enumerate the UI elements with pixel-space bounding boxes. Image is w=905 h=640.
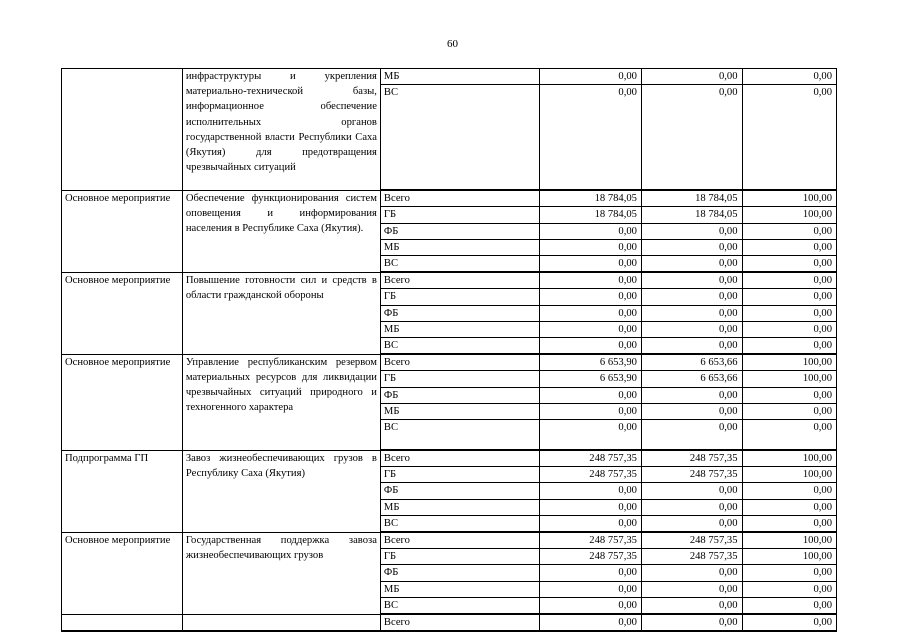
percent-cell: 0,00 [742, 387, 837, 403]
percent-cell: 0,00 [742, 515, 837, 532]
description-cell: Управление республиканским резервом материальных ресурсов для ликвидации чрезвычайных ситуаций природного и техногенного характера [182, 354, 380, 450]
table-row [62, 354, 837, 371]
fact-value-cell: 0,00 [641, 614, 742, 631]
percent-cell: 0,00 [742, 565, 837, 581]
fact-value-cell: 0,00 [641, 420, 742, 451]
category-cell: Основное мероприятие [62, 532, 183, 614]
fund-cell: ГБ [380, 549, 539, 565]
fund-cell: ФБ [380, 223, 539, 239]
fact-value-cell: 6 653,66 [641, 354, 742, 371]
fund-cell: ФБ [380, 305, 539, 321]
plan-value-cell: 18 784,05 [540, 190, 642, 207]
percent-cell: 0,00 [742, 305, 837, 321]
category-cell [62, 69, 183, 191]
fund-cell: МБ [380, 69, 539, 85]
percent-cell: 0,00 [742, 85, 837, 191]
category-cell: Основное мероприятие [62, 354, 183, 450]
percent-cell: 100,00 [742, 467, 837, 483]
fact-value-cell: 0,00 [641, 85, 742, 191]
table-row [62, 190, 837, 207]
percent-cell: 100,00 [742, 207, 837, 223]
fund-cell: ГБ [380, 289, 539, 305]
plan-value-cell: 18 784,05 [540, 207, 642, 223]
budget-table [61, 68, 837, 632]
fund-cell: ВС [380, 515, 539, 532]
percent-cell: 0,00 [742, 239, 837, 255]
fact-value-cell: 0,00 [641, 597, 742, 614]
fact-value-cell: 0,00 [641, 321, 742, 337]
plan-value-cell: 0,00 [540, 499, 642, 515]
description-cell: Обеспечение функционирования систем оповещения и информирования населения в Республике Саха (Якутия). [182, 190, 380, 272]
fund-cell: МБ [380, 403, 539, 419]
fact-value-cell: 0,00 [641, 565, 742, 581]
category-cell: Основное мероприятие [62, 272, 183, 354]
fund-cell: ГБ [380, 371, 539, 387]
fund-cell: Всего [380, 354, 539, 371]
fact-value-cell: 0,00 [641, 403, 742, 419]
description-cell [182, 614, 380, 631]
page-number: 60 [447, 38, 458, 50]
fact-value-cell: 248 757,35 [641, 549, 742, 565]
fact-value-cell: 0,00 [641, 387, 742, 403]
fact-value-cell: 18 784,05 [641, 190, 742, 207]
percent-cell: 0,00 [742, 272, 837, 289]
description-cell: Завоз жизнеобеспечивающих грузов в Республику Саха (Якутия) [182, 450, 380, 532]
percent-cell: 0,00 [742, 581, 837, 597]
fact-value-cell: 0,00 [641, 305, 742, 321]
description-cell: инфраструктуры и укрепления материально-технической базы, информационное обеспечение исполнительных органов государственной власти Республики Саха (Якутия) для предотвращения чрезвычайных ситуаций [182, 69, 380, 191]
fact-value-cell: 0,00 [641, 499, 742, 515]
fact-value-cell: 0,00 [641, 256, 742, 273]
percent-cell: 0,00 [742, 321, 837, 337]
plan-value-cell: 0,00 [540, 69, 642, 85]
fund-cell: МБ [380, 581, 539, 597]
percent-cell: 0,00 [742, 499, 837, 515]
percent-cell: 0,00 [742, 69, 837, 85]
plan-value-cell: 248 757,35 [540, 549, 642, 565]
fact-value-cell: 0,00 [641, 69, 742, 85]
fund-cell: ФБ [380, 483, 539, 499]
fact-value-cell: 18 784,05 [641, 207, 742, 223]
percent-cell: 0,00 [742, 614, 837, 631]
category-cell: Подпрограмма ГП [62, 450, 183, 532]
plan-value-cell: 0,00 [540, 272, 642, 289]
fund-cell: МБ [380, 321, 539, 337]
table-row [62, 614, 837, 631]
plan-value-cell: 0,00 [540, 483, 642, 499]
fact-value-cell: 248 757,35 [641, 450, 742, 467]
fund-cell: Всего [380, 532, 539, 549]
table-row [62, 69, 837, 85]
plan-value-cell: 0,00 [540, 597, 642, 614]
plan-value-cell: 0,00 [540, 420, 642, 451]
plan-value-cell: 0,00 [540, 565, 642, 581]
fund-cell: ГБ [380, 207, 539, 223]
plan-value-cell: 0,00 [540, 321, 642, 337]
plan-value-cell: 0,00 [540, 515, 642, 532]
plan-value-cell: 0,00 [540, 289, 642, 305]
percent-cell: 100,00 [742, 371, 837, 387]
table-row [62, 272, 837, 289]
percent-cell: 0,00 [742, 403, 837, 419]
percent-cell: 100,00 [742, 450, 837, 467]
percent-cell: 0,00 [742, 289, 837, 305]
percent-cell: 100,00 [742, 532, 837, 549]
fund-cell: ФБ [380, 387, 539, 403]
description-cell: Государственная поддержка завоза жизнеобеспечивающих грузов [182, 532, 380, 614]
percent-cell: 100,00 [742, 549, 837, 565]
plan-value-cell: 0,00 [540, 387, 642, 403]
fact-value-cell: 0,00 [641, 515, 742, 532]
fact-value-cell: 0,00 [641, 223, 742, 239]
plan-value-cell: 0,00 [540, 305, 642, 321]
plan-value-cell: 248 757,35 [540, 450, 642, 467]
fund-cell: Всего [380, 614, 539, 631]
table-row [62, 450, 837, 467]
fund-cell: ВС [380, 597, 539, 614]
fact-value-cell: 0,00 [641, 483, 742, 499]
percent-cell: 0,00 [742, 338, 837, 355]
plan-value-cell: 0,00 [540, 223, 642, 239]
plan-value-cell: 248 757,35 [540, 532, 642, 549]
fund-cell: МБ [380, 239, 539, 255]
fact-value-cell: 248 757,35 [641, 532, 742, 549]
fact-value-cell: 0,00 [641, 239, 742, 255]
percent-cell: 0,00 [742, 420, 837, 451]
plan-value-cell: 0,00 [540, 581, 642, 597]
fact-value-cell: 6 653,66 [641, 371, 742, 387]
plan-value-cell: 0,00 [540, 614, 642, 631]
fund-cell: ФБ [380, 565, 539, 581]
plan-value-cell: 0,00 [540, 256, 642, 273]
table-row [62, 532, 837, 549]
plan-value-cell: 0,00 [540, 85, 642, 191]
fund-cell: ВС [380, 256, 539, 273]
percent-cell: 100,00 [742, 190, 837, 207]
plan-value-cell: 0,00 [540, 403, 642, 419]
plan-value-cell: 0,00 [540, 338, 642, 355]
fact-value-cell: 0,00 [641, 581, 742, 597]
fund-cell: ГБ [380, 467, 539, 483]
fact-value-cell: 0,00 [641, 338, 742, 355]
percent-cell: 0,00 [742, 256, 837, 273]
description-cell: Повышение готовности сил и средств в области гражданской обороны [182, 272, 380, 354]
percent-cell: 0,00 [742, 597, 837, 614]
plan-value-cell: 0,00 [540, 239, 642, 255]
percent-cell: 100,00 [742, 354, 837, 371]
category-cell [62, 614, 183, 631]
plan-value-cell: 6 653,90 [540, 371, 642, 387]
percent-cell: 0,00 [742, 483, 837, 499]
plan-value-cell: 6 653,90 [540, 354, 642, 371]
plan-value-cell: 248 757,35 [540, 467, 642, 483]
percent-cell: 0,00 [742, 223, 837, 239]
fact-value-cell: 248 757,35 [641, 467, 742, 483]
fund-cell: ВС [380, 85, 539, 191]
fund-cell: ВС [380, 420, 539, 451]
fact-value-cell: 0,00 [641, 289, 742, 305]
fund-cell: Всего [380, 272, 539, 289]
fund-cell: МБ [380, 499, 539, 515]
fund-cell: ВС [380, 338, 539, 355]
fund-cell: Всего [380, 450, 539, 467]
fact-value-cell: 0,00 [641, 272, 742, 289]
category-cell: Основное мероприятие [62, 190, 183, 272]
fund-cell: Всего [380, 190, 539, 207]
